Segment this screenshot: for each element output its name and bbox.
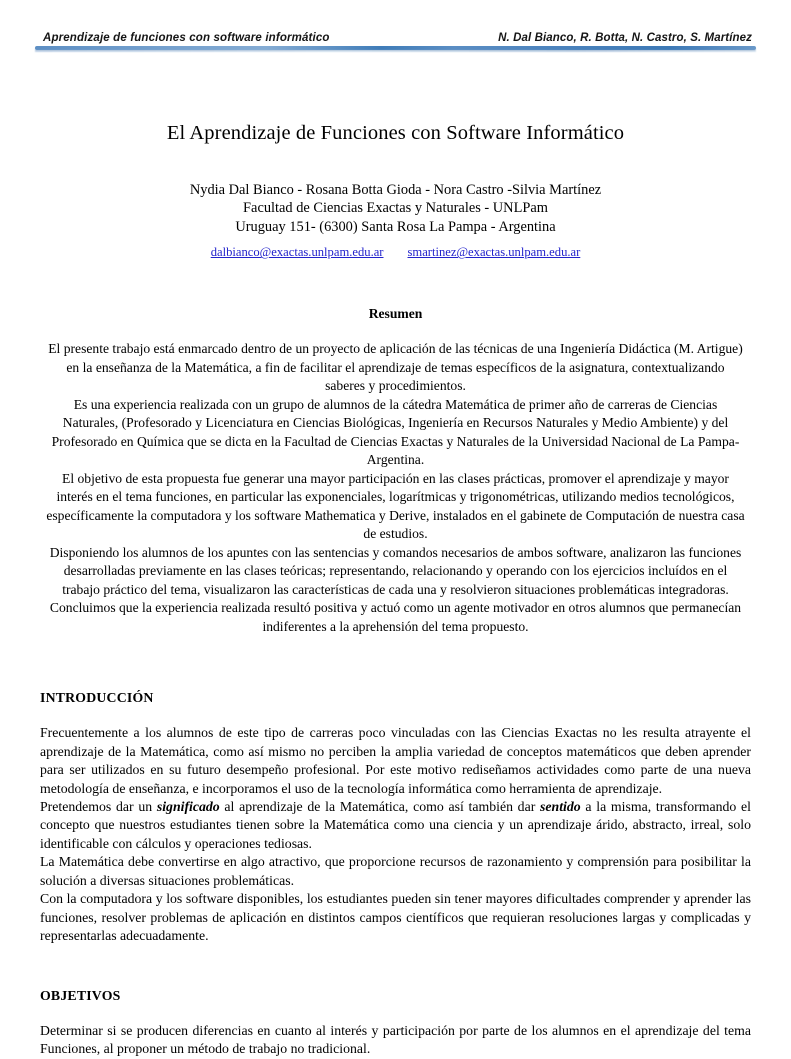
- introduction-paragraph-2: [40, 798, 751, 853]
- intro-p2-text-a: Pretendemos dar un: [40, 799, 157, 814]
- email-link-smartinez[interactable]: smartinez@exactas.unlpam.edu.ar: [407, 245, 581, 260]
- running-header-left-title: Aprendizaje de funciones con software informático: [43, 32, 330, 44]
- abstract-paragraph: El objetivo de esta propuesta fue generar una mayor participación en las clases prácticas, promover el aprendizaje y mayor interés en el tema funciones, en particular las exponenciales, logarítmicas y trigonométricas, utilizando medios tecnológicos, específicamente la computadora y los software Mathematica y Derive, instalados en el gabinete de Computación de nuestra casa de estudios.: [46, 470, 745, 542]
- email-link-dalbianco[interactable]: dalbianco@exactas.unlpam.edu.ar: [210, 245, 384, 260]
- section-heading-objetivos: OBJETIVOS: [40, 987, 121, 1003]
- abstract-paragraph: Es una experiencia realizada con un grupo de alumnos de la cátedra Matemática de primer año de carreras de Ciencias Naturales, (Profesorado y Licenciatura en Ciencias Biológicas, Ingeniería en Recursos Naturales y Medio Ambiente) y del Profesorado en Química que se dicta en la Facultad de Ciencias Exactas y Naturales de la Universidad Nacional de La Pampa- Argentina.: [51, 396, 740, 468]
- running-header-authors: N. Dal Bianco, R. Botta, N. Castro, S. Martínez: [498, 32, 752, 44]
- abstract-paragraph: El presente trabajo está enmarcado dentro de un proyecto de aplicación de las técnicas de una Ingeniería Didáctica (M. Artigue) en la enseñanza de la Matemática, a fin de facilitar el aprendizaje de temas específicos de la asignatura, contextualizando saberes y procedimientos.: [48, 341, 743, 394]
- author-block: [40, 181, 751, 236]
- introduction-paragraph-3: La Matemática debe convertirse en algo atractivo, que proporcione recursos de razonamiento y comprensión para posibilitar la solución a diversas situaciones problemáticas.: [40, 854, 751, 888]
- header-rule-shadow: [35, 50, 756, 52]
- author-names: Nydia Dal Bianco - Rosana Botta Gioda - Nora Castro -Silvia Martínez: [189, 182, 602, 198]
- intro-p2-text-b: al aprendizaje de la Matemática, como así también dar: [219, 799, 541, 814]
- objectives-paragraph-1: Determinar si se producen diferencias en cuanto al interés y participación por parte de los alumnos en el aprendizaje del tema Funciones, al proponer un método de trabajo no tradicional.: [40, 1022, 751, 1057]
- author-address: Uruguay 151- (6300) Santa Rosa La Pampa - Argentina: [235, 218, 556, 235]
- abstract-heading: Resumen: [368, 306, 423, 322]
- abstract-body: [40, 340, 751, 636]
- email-line: [40, 245, 751, 260]
- abstract-paragraph: Disponiendo los alumnos de los apuntes con las sentencias y comandos necesarios de ambos software, analizaron las funciones desarrolladas previamente en las clases teóricas; representando, relacionando y operando con los ejercicios incluídos en el trabajo práctico del tema, visualizaron las características de cada una y resolvieron situaciones problemáticas integradoras.: [49, 544, 742, 597]
- author-affiliation: Facultad de Ciencias Exactas y Naturales - UNLPam: [243, 200, 548, 217]
- objectives-body: [40, 1022, 751, 1059]
- introduction-body: [40, 724, 751, 946]
- introduction-paragraph-4: Con la computadora y los software disponibles, los estudiantes pueden sin tener mayores dificultades comprender y aprender las funciones, resolver problemas de aplicación en distintos campos científicos que requieran resoluciones largas y complicadas y representarlas adecuadamente.: [40, 891, 751, 944]
- intro-p2-text-c: a la misma, transformando el concepto que nuestros estudiantes tienen sobre la Matemática como una ciencia y un aprendizaje árido, abstracto, irreal, solo identificable con cálculos y operaciones tediosas.: [40, 799, 752, 851]
- section-heading-introduccion: INTRODUCCIÓN: [40, 690, 154, 706]
- introduction-paragraph-1: Frecuentemente a los alumnos de este tipo de carreras poco vinculadas con las Ciencias Exactas no les resulta atrayente el aprendizaje de la Matemática, como así mismo no perciben la amplia variedad de conceptos matemáticos que deben aprender para ser utilizados en su futuro desempeño profesional. Por este motivo rediseñamos actividades como parte de una nueva metodología de enseñanza, e incorporamos el uso de la tecnología informática como herramienta de aprendizaje.: [40, 725, 751, 796]
- abstract-paragraph: Concluimos que la experiencia realizada resultó positiva y actuó como un agente motivador en otros alumnos que permanecían indiferentes a la aprehensión del tema propuesto.: [49, 600, 742, 634]
- page-title: El Aprendizaje de Funciones con Software Informático: [166, 122, 625, 144]
- intro-p2-emphasis-significado: significado: [156, 799, 220, 814]
- running-header: [35, 0, 756, 78]
- running-header-row: [35, 32, 756, 45]
- intro-p2-emphasis-sentido: sentido: [540, 799, 581, 814]
